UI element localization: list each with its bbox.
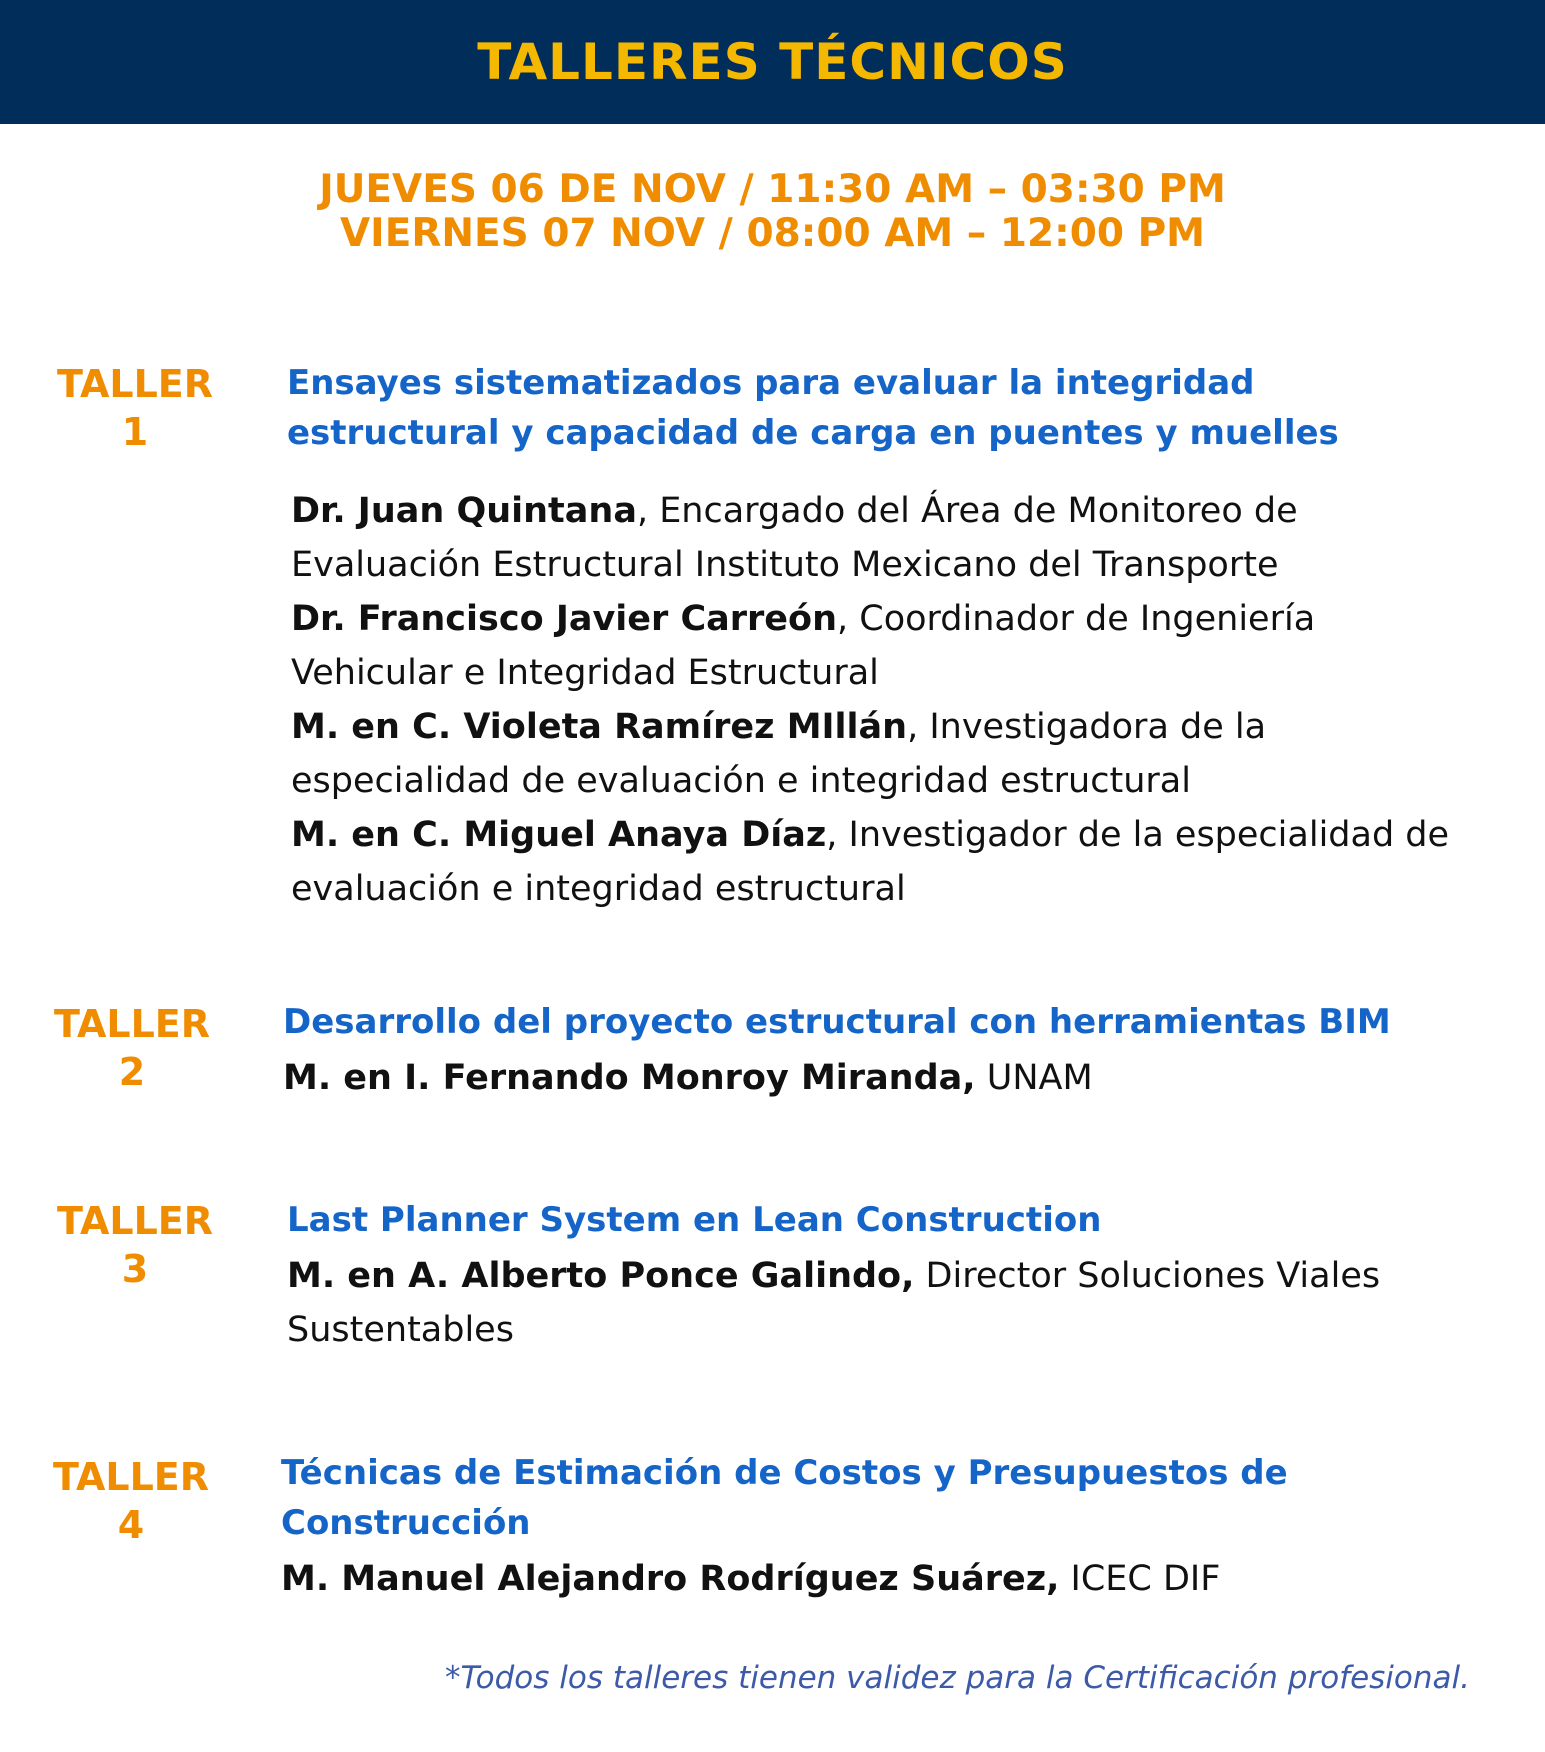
workshop-4-label	[36, 1453, 226, 1549]
speaker-name: M. en I. Fernando Monroy Miranda,	[283, 1058, 976, 1098]
speaker-entry	[287, 484, 1477, 592]
speaker-entry	[287, 592, 1477, 700]
workshop-title: Last Planner System en Lean Construction	[287, 1200, 1102, 1240]
speaker-role: , Investigadora de la especialidad de evaluación e integridad estructural	[291, 707, 1267, 801]
speaker-role: , Encargado del Área de Monitoreo de Evaluación Estructural Instituto Mexicano del Transporte	[291, 491, 1298, 585]
workshop-title: Desarrollo del proyecto estructural con herramientas BIM	[283, 1002, 1391, 1042]
schedule-line-1: JUEVES 06 DE NOV / 11:30 AM – 03:30 PM	[319, 167, 1226, 212]
workshop-1-label	[40, 360, 230, 456]
speaker-role: , Investigador de la especialidad de evaluación e integridad estructural	[291, 815, 1450, 909]
speaker-entry	[283, 1051, 1513, 1105]
header-banner	[0, 0, 1545, 124]
speaker-entry	[281, 1552, 1331, 1606]
workshop-label-text: TALLER	[56, 362, 214, 406]
schedule	[0, 168, 1545, 256]
speaker-name: Dr. Juan Quintana	[291, 491, 637, 531]
workshop-4	[281, 1448, 1331, 1606]
speaker-role: ICEC DIF	[1059, 1559, 1221, 1599]
workshop-number: 2	[118, 1050, 146, 1094]
speaker-name: Dr. Francisco Javier Carreón	[291, 599, 837, 639]
workshop-2	[283, 997, 1513, 1105]
workshop-number: 4	[117, 1503, 145, 1547]
workshop-label-text: TALLER	[56, 1199, 214, 1243]
speaker-name: M. en C. Violeta Ramírez MIllán	[291, 707, 908, 747]
workshop-label-text: TALLER	[53, 1002, 211, 1046]
speaker-name: M. en C. Miguel Anaya Díaz	[291, 815, 827, 855]
workshop-number: 1	[121, 410, 149, 454]
speaker-name: M. Manuel Alejandro Rodríguez Suárez,	[281, 1559, 1060, 1599]
workshop-label-text: TALLER	[52, 1455, 210, 1499]
speaker-role: Director Soluciones Viales Sustentables	[287, 1256, 1381, 1350]
speaker-role: , Coordinador de Ingeniería Vehicular e Integridad Estructural	[291, 599, 1316, 693]
workshop-number: 3	[121, 1247, 149, 1291]
workshop-3	[287, 1195, 1517, 1357]
speaker-entry	[287, 700, 1477, 808]
speaker-entry	[287, 1249, 1517, 1357]
speaker-entry	[287, 808, 1477, 916]
speaker-role: UNAM	[975, 1058, 1093, 1098]
page-title: TALLERES TÉCNICOS	[477, 33, 1068, 91]
workshop-3-label	[40, 1197, 230, 1293]
workshop-title: Ensayes sistematizados para evaluar la integridad estructural y capacidad de carga en puentes y muelles	[287, 363, 1339, 453]
certification-footnote: *Todos los talleres tienen validez para la Certificación profesional.	[445, 1660, 1470, 1696]
workshop-1	[287, 358, 1477, 916]
speaker-name: M. en A. Alberto Ponce Galindo,	[287, 1256, 915, 1296]
workshop-2-label	[37, 1000, 227, 1096]
schedule-line-2: VIERNES 07 NOV / 08:00 AM – 12:00 PM	[340, 211, 1205, 256]
workshop-title: Técnicas de Estimación de Costos y Presupuestos de Construcción	[281, 1453, 1288, 1543]
